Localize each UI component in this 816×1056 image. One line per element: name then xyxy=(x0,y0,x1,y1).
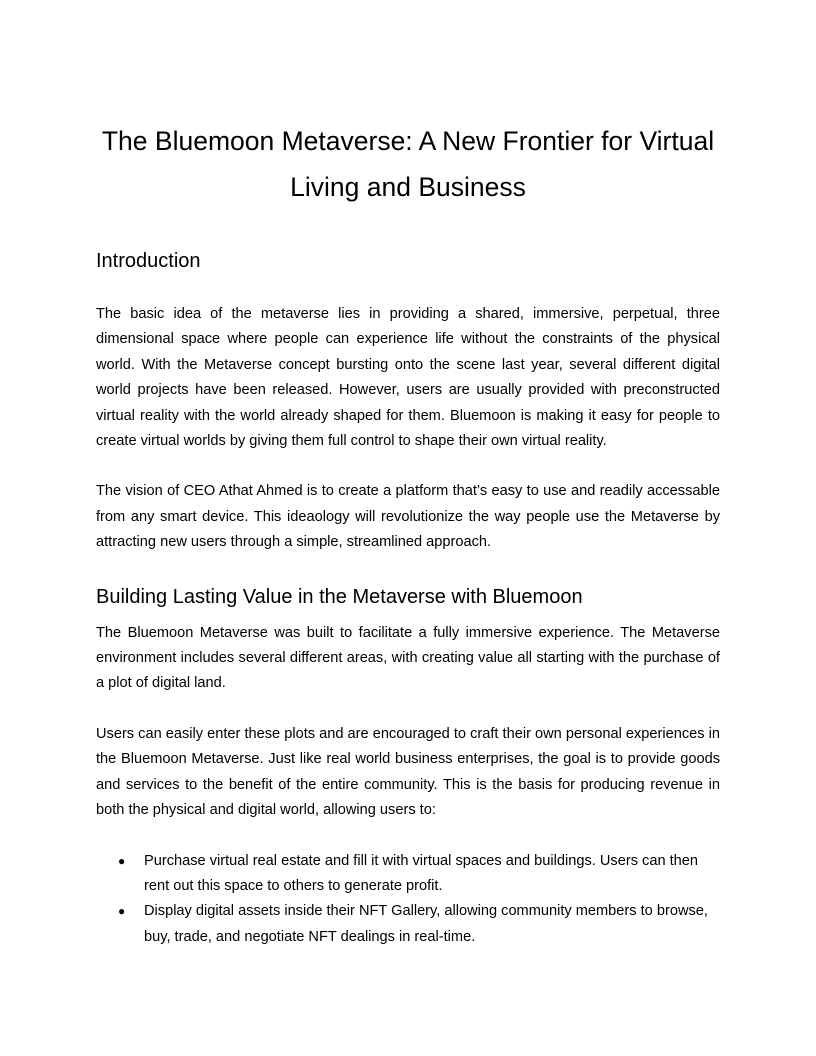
bullet-icon: ● xyxy=(118,904,126,919)
intro-paragraph-2: The vision of CEO Athat Ahmed is to create a platform that’s easy to use and readily accessable from any smart device. This ideaology will revolutionize the way people use the Metaverse by attracting new users through a simple, streamlined approach. xyxy=(96,483,720,551)
section-heading-building-value: Building Lasting Value in the Metaverse with Bluemoon xyxy=(96,585,583,608)
building-paragraph-1: The Bluemoon Metaverse was built to facilitate a fully immersive experience. The Metaverse environment includes several different areas, with creating value all starting with the purchase of a plot of digital land. xyxy=(96,624,720,692)
document-title: The Bluemoon Metaverse: A New Frontier for Virtual Living and Business xyxy=(101,126,715,202)
building-paragraph-2: Users can easily enter these plots and are encouraged to craft their own personal experiences in the Bluemoon Metaverse. Just like real world business enterprises, the goal is to provide goods and services to the benefit of the entire community. This is the basis for producing revenue in both the physical and digital world, allowing users to: xyxy=(96,725,720,819)
bullet-icon: ● xyxy=(118,853,126,868)
document-page xyxy=(96,118,720,950)
intro-paragraph-1: The basic idea of the metaverse lies in providing a shared, immersive, perpetual, three dimensional space where people can experience life without the constraints of the physical world. With the Metaverse concept bursting onto the scene last year, several different digital world projects have been released. However, users are usually provided with preconstructed virtual reality with the world already shaped for them. Bluemoon is making it easy for people to create virtual worlds by giving them full control to shape their own virtual reality. xyxy=(96,306,720,450)
list-item-text: Display digital assets inside their NFT Gallery, allowing community members to browse, buy, trade, and negotiate NFT dealings in real-time. xyxy=(144,903,708,945)
section-heading-introduction: Introduction xyxy=(96,250,201,272)
list-item xyxy=(96,899,720,950)
list-item xyxy=(96,849,720,900)
list-item-text: Purchase virtual real estate and fill it with virtual spaces and buildings. Users can then rent out this space to others to generate profit. xyxy=(144,852,699,894)
bullet-list xyxy=(96,849,720,951)
